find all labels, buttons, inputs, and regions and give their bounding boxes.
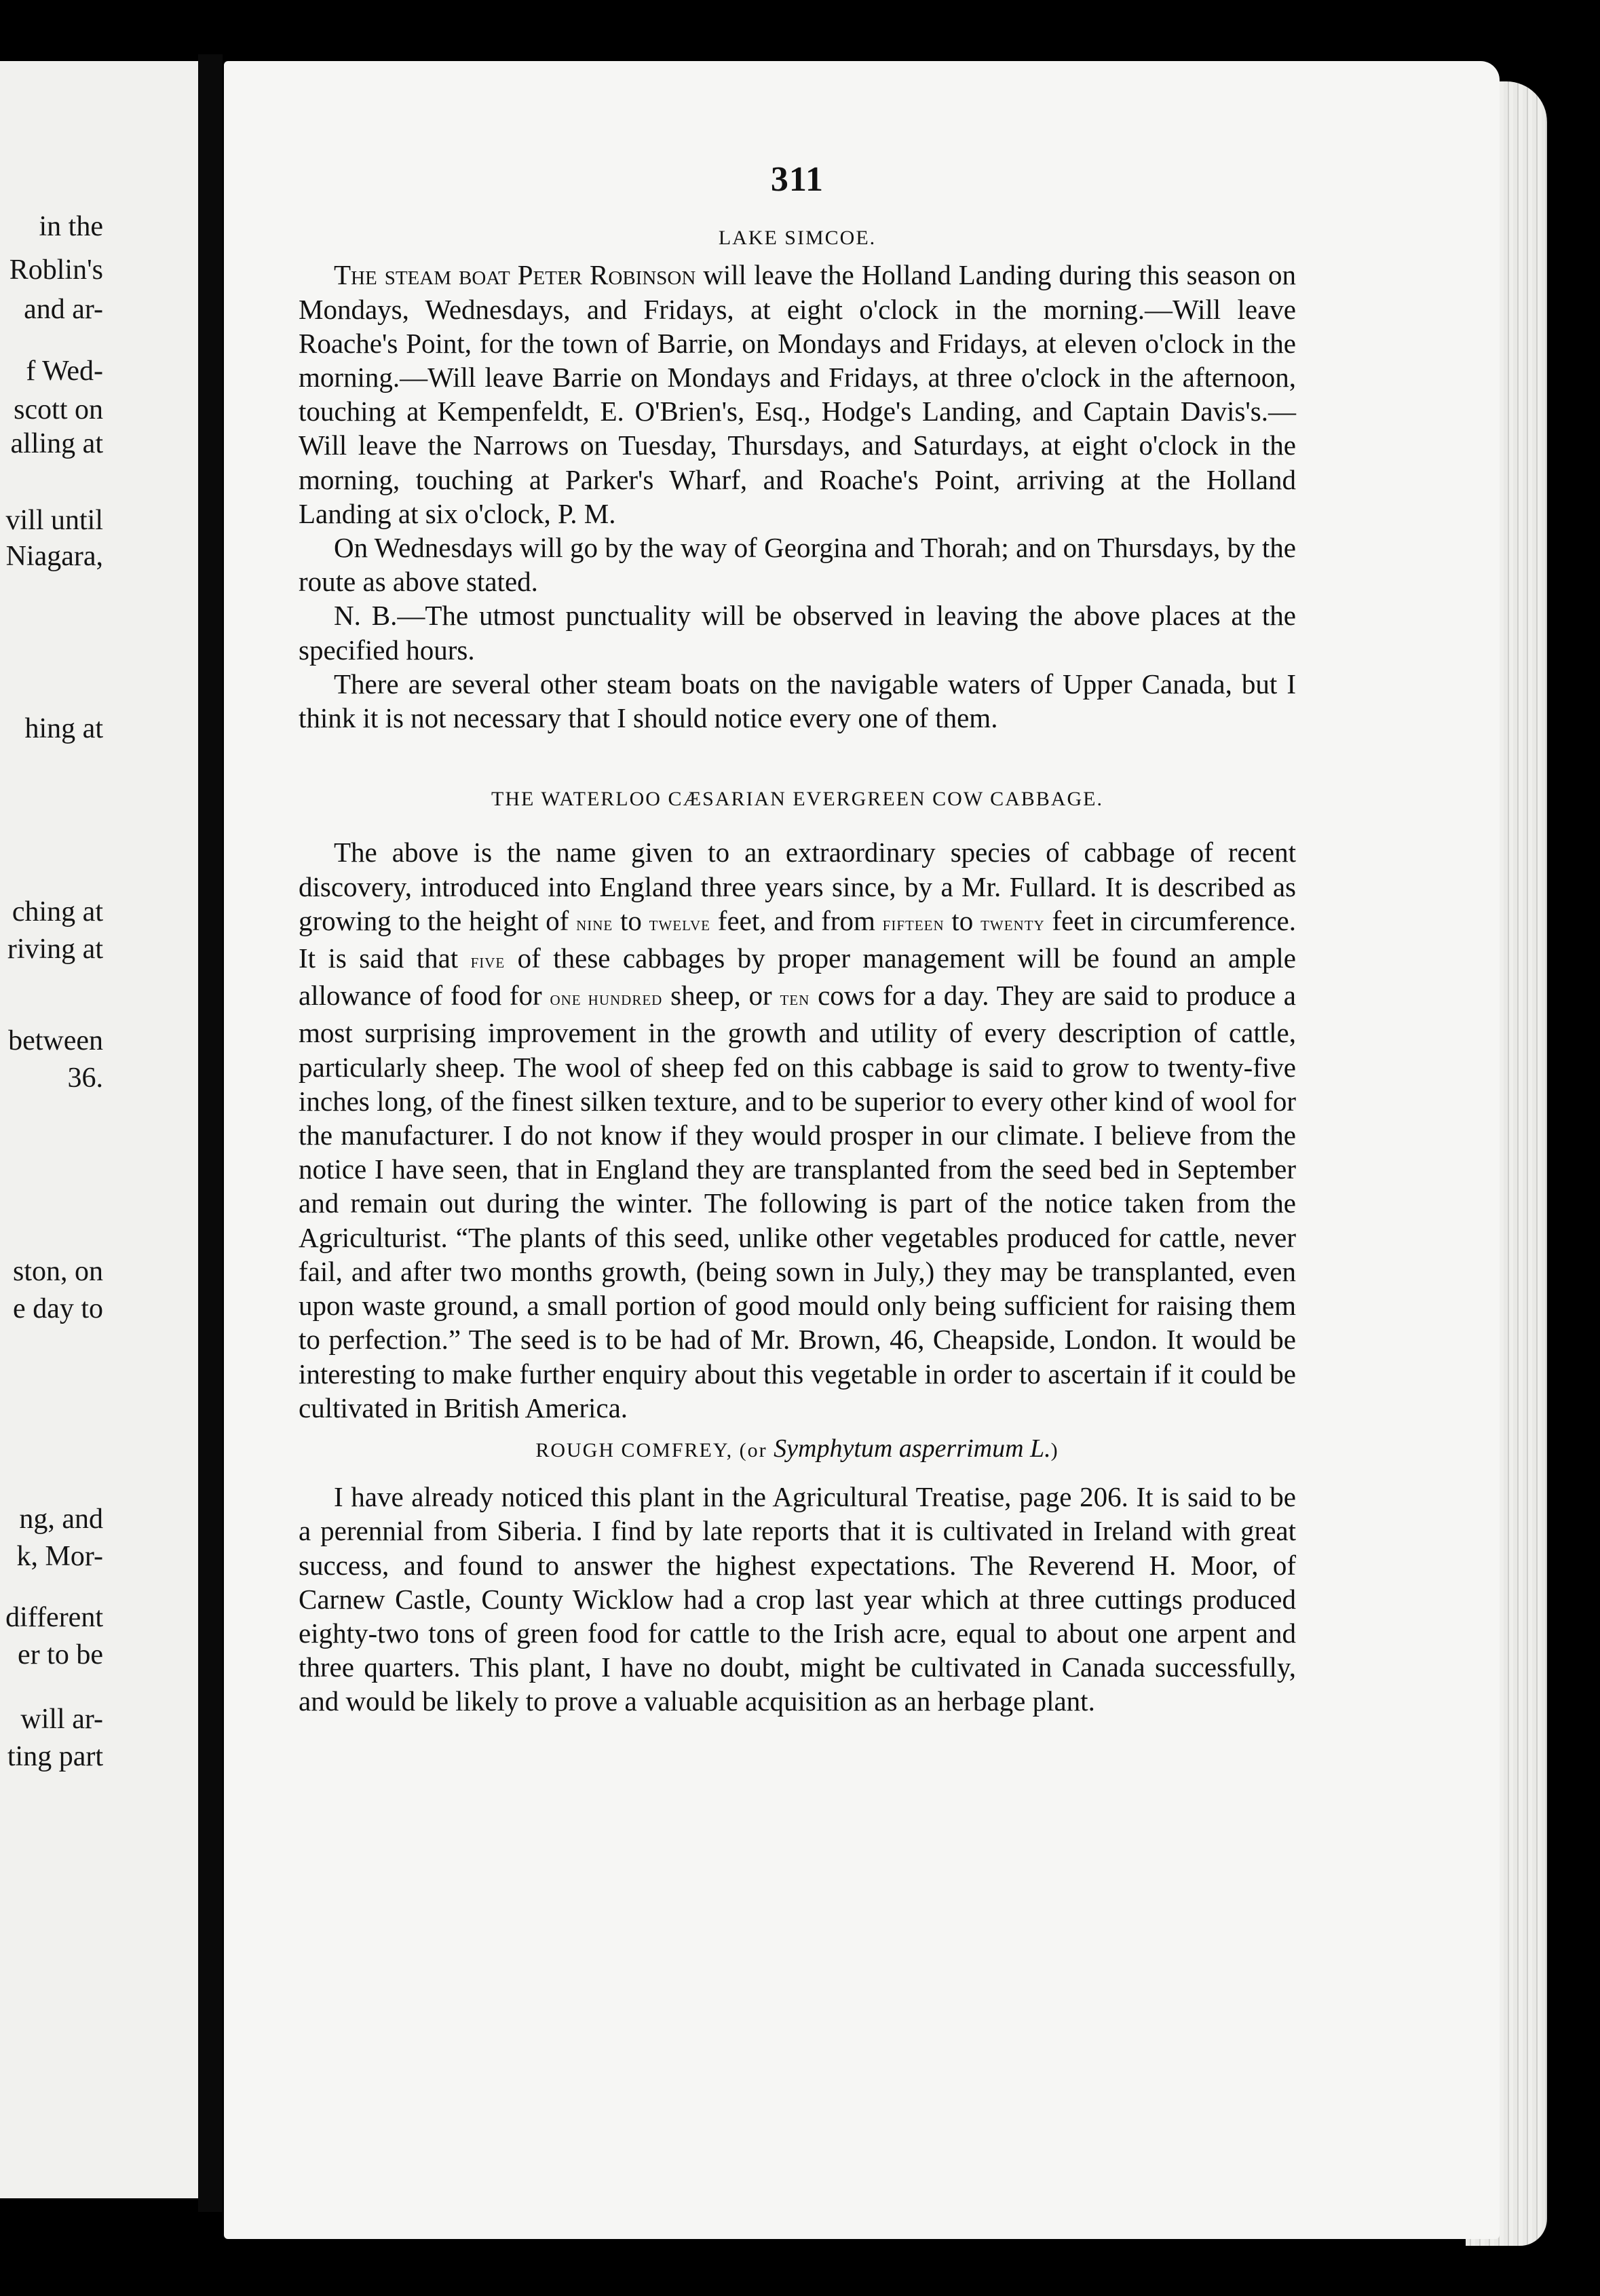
left-page-line: er to be <box>18 1639 103 1670</box>
emphasis: twenty <box>980 912 1045 935</box>
left-page-line: k, Mor- <box>16 1541 103 1572</box>
left-page-line: Niagara, <box>5 541 103 572</box>
latin-name: Symphytum asperrimum L. <box>774 1434 1051 1463</box>
paragraph: N. B.—The utmost punctuality will be observed in leaving the above places at the specified hours. <box>299 600 1296 666</box>
emphasis: ten <box>780 987 810 1010</box>
left-page-line: e day to <box>13 1293 103 1324</box>
left-page-line: in the <box>39 211 103 242</box>
left-page-line: different <box>5 1602 103 1633</box>
left-page-line: and ar- <box>24 294 103 325</box>
left-page-line: ting part <box>7 1741 103 1772</box>
paragraph: I have already noticed this plant in the Agricultural Treatise, page 206. It is said to be a perennial from Siberia. I find by late reports that it is cultivated in Ireland with great success, and found to answer the highest expectations. The Reverend H. Moor, of Carnew Castle, County Wicklow had a crop last year which at three cuttings produced eighty-two tons of green food for cattle to the Irish acre, equal to about one arpent and three quarters. This plant, I have no doubt, might be cultivated in Canada successfully, and would be likely to prove a valuable acquisition as an herbage plant. <box>299 1481 1296 1717</box>
lead-text: The steam boat Peter Robinson <box>334 259 696 291</box>
left-page-line: Roblin's <box>9 254 103 286</box>
paragraph <box>299 258 1296 531</box>
emphasis: five <box>470 950 506 973</box>
left-page-line: f Wed- <box>26 356 103 387</box>
paragraph: On Wednesdays will go by the way of Georgina and Thorah; and on Thursdays, by the route as above stated. <box>299 532 1296 598</box>
left-page-line: ng, and <box>19 1504 103 1535</box>
left-page-line: hing at <box>24 713 103 744</box>
left-page-line: riving at <box>7 934 103 965</box>
emphasis: fifteen <box>882 912 945 935</box>
left-page-line: scott on <box>14 394 103 425</box>
section-heading-cabbage: THE WATERLOO CÆSARIAN EVERGREEN COW CABBAGE. <box>491 788 1103 811</box>
emphasis: nine <box>576 912 613 935</box>
paragraph: The above is the name given to an extraordinary species of cabbage of recent discovery, introduced into England three years since, by a Mr. Fullard. It is described as growing to the height of nine to twelve feet, and from fifteen to twenty feet in circumference. It is said that five of these cabbages by proper management will be found an ample allowance of food for one hundred sheep, or ten cows for a day. They are said to produce a most surprising improvement in the growth and utility of every description of cattle, particularly sheep. The wool of sheep fed on this cabbage is said to grow to twenty-five inches long, of the finest silken texture, and to be superior to every other kind of wool for the manufacturer. I do not know if they would prosper in our climate. I believe from the notice I have seen, that in England they are transplanted from the seed bed in September and remain out during the winter. The following is part of the notice taken from the Agriculturist. “The plants of this seed, unlike other vegetables produced for cattle, never fail, and after two months growth, (being sown in July,) they may be transplanted, even upon waste ground, a small portion of good mould only being sufficient for raising them to perfection.” The seed is to be had of Mr. Brown, 46, Cheapside, London. It would be interesting to make further enquiry about this vegetable in order to ascertain if it could be cultivated in British America. <box>299 837 1297 1423</box>
emphasis: twelve <box>649 912 711 935</box>
section-heading-lake-simcoe: LAKE SIMCOE. <box>718 227 877 250</box>
emphasis: one hundred <box>550 987 663 1010</box>
left-page-line: alling at <box>10 428 103 459</box>
left-page-line: will ar- <box>20 1704 103 1735</box>
section-heading-comfrey: ROUGH COMFREY, (or Symphytum asperrimum L.) <box>535 1434 1059 1463</box>
left-page-line: 36. <box>67 1063 103 1094</box>
book-gutter <box>198 54 223 2212</box>
paragraph-text: will leave the Holland Landing during this season on Mondays, Wednesdays, and Fridays, at eight o'clock in the morning.—Will leave Roache's Point, for the town of Barrie, on Mondays and Fridays, at eleven o'clock in the morning.—Will leave Barrie on Mondays and Fridays, at three o'clock in the afternoon, touching at Kempenfeldt, E. O'Brien's, Esq., Hodge's Landing, and Captain Davis's.—Will leave the Narrows on Tuesday, Thursdays, and Saturdays, at eight o'clock in the morning, touching at Parker's Wharf, and Roache's Point, arriving at the Holland Landing at six o'clock, P. M. <box>299 259 1296 529</box>
left-page-fragment <box>0 61 201 2198</box>
left-page-line: vill until <box>5 505 103 536</box>
left-page-line: ching at <box>12 896 103 927</box>
page-number: 311 <box>770 160 824 199</box>
paragraph: There are several other steam boats on the navigable waters of Upper Canada, but I think it is not necessary that I should notice every one of them. <box>299 668 1296 734</box>
left-page-line: ston, on <box>12 1256 103 1287</box>
page-content <box>299 156 1296 1719</box>
left-page-line: between <box>8 1025 103 1056</box>
